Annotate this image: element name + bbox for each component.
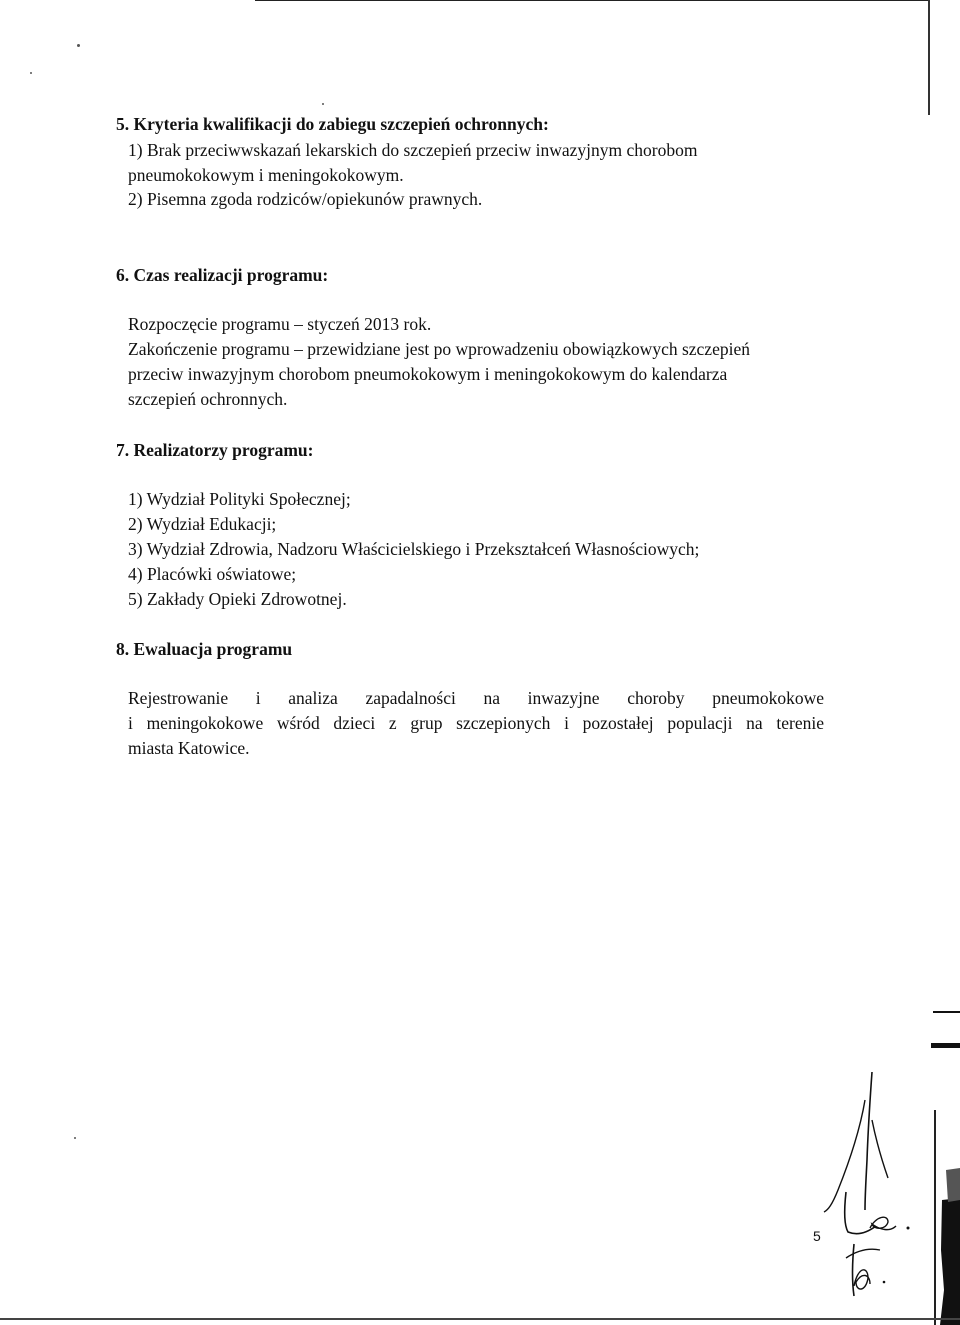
section-6-line-4: szczepień ochronnych. [128,389,288,409]
section-5-line-3: 2) Pisemna zgoda rodziców/opiekunów prawnych. [128,189,483,209]
scan-border-top [255,0,930,1]
section-7-item-3: 3) Wydział Zdrowia, Nadzoru Właścicielskiego i Przekształceń Własnościowych; [128,539,700,559]
section-6-heading: 6. Czas realizacji programu: [116,265,329,285]
section-6-line-2: Zakończenie programu – przewidziane jest po wprowadzeniu obowiązkowych szczepień [128,339,750,359]
section-5-heading: 5. Kryteria kwalifikacji do zabiegu szczepień ochronnych: [116,114,549,134]
edge-shadow [932,1110,960,1325]
section-7-item-2: 2) Wydział Edukacji; [128,514,277,534]
section-7-heading: 7. Realizatorzy programu: [116,440,314,460]
page-number: 5 [813,1228,821,1244]
section-7-item-5: 5) Zakłady Opieki Zdrowotnej. [128,589,347,609]
section-8-line-2: i meningokokowe wśród dzieci z grup szczepionych i pozostałej populacji na terenie [128,713,824,733]
scan-border-right [928,0,930,115]
section-6-line-3: przeciw inwazyjnym chorobom pneumokokowym i meningokokowym do kalendarza [128,364,728,384]
section-8-line-3: miasta Katowice. [128,738,250,758]
section-5-line-1: 1) Brak przeciwwskazań lekarskich do szczepień przeciw inwazyjnym chorobom [128,140,698,160]
scan-speck [30,72,32,74]
section-5-line-2: pneumokokowym i meningokokowym. [128,165,404,185]
handwritten-signature [810,1060,920,1310]
scan-speck [77,44,80,47]
scan-speck [74,1137,76,1139]
section-7-item-4: 4) Placówki oświatowe; [128,564,297,584]
section-7-item-1: 1) Wydział Polityki Społecznej; [128,489,351,509]
scan-border-bottom [0,1318,960,1320]
edge-mark [931,1043,960,1048]
edge-mark [933,1011,960,1013]
section-8-line-1: Rejestrowanie i analiza zapadalności na inwazyjne choroby pneumokokowe [128,688,824,708]
section-6-line-1: Rozpoczęcie programu – styczeń 2013 rok. [128,314,432,334]
scan-speck [322,103,324,105]
section-8-heading: 8. Ewaluacja programu [116,639,293,659]
